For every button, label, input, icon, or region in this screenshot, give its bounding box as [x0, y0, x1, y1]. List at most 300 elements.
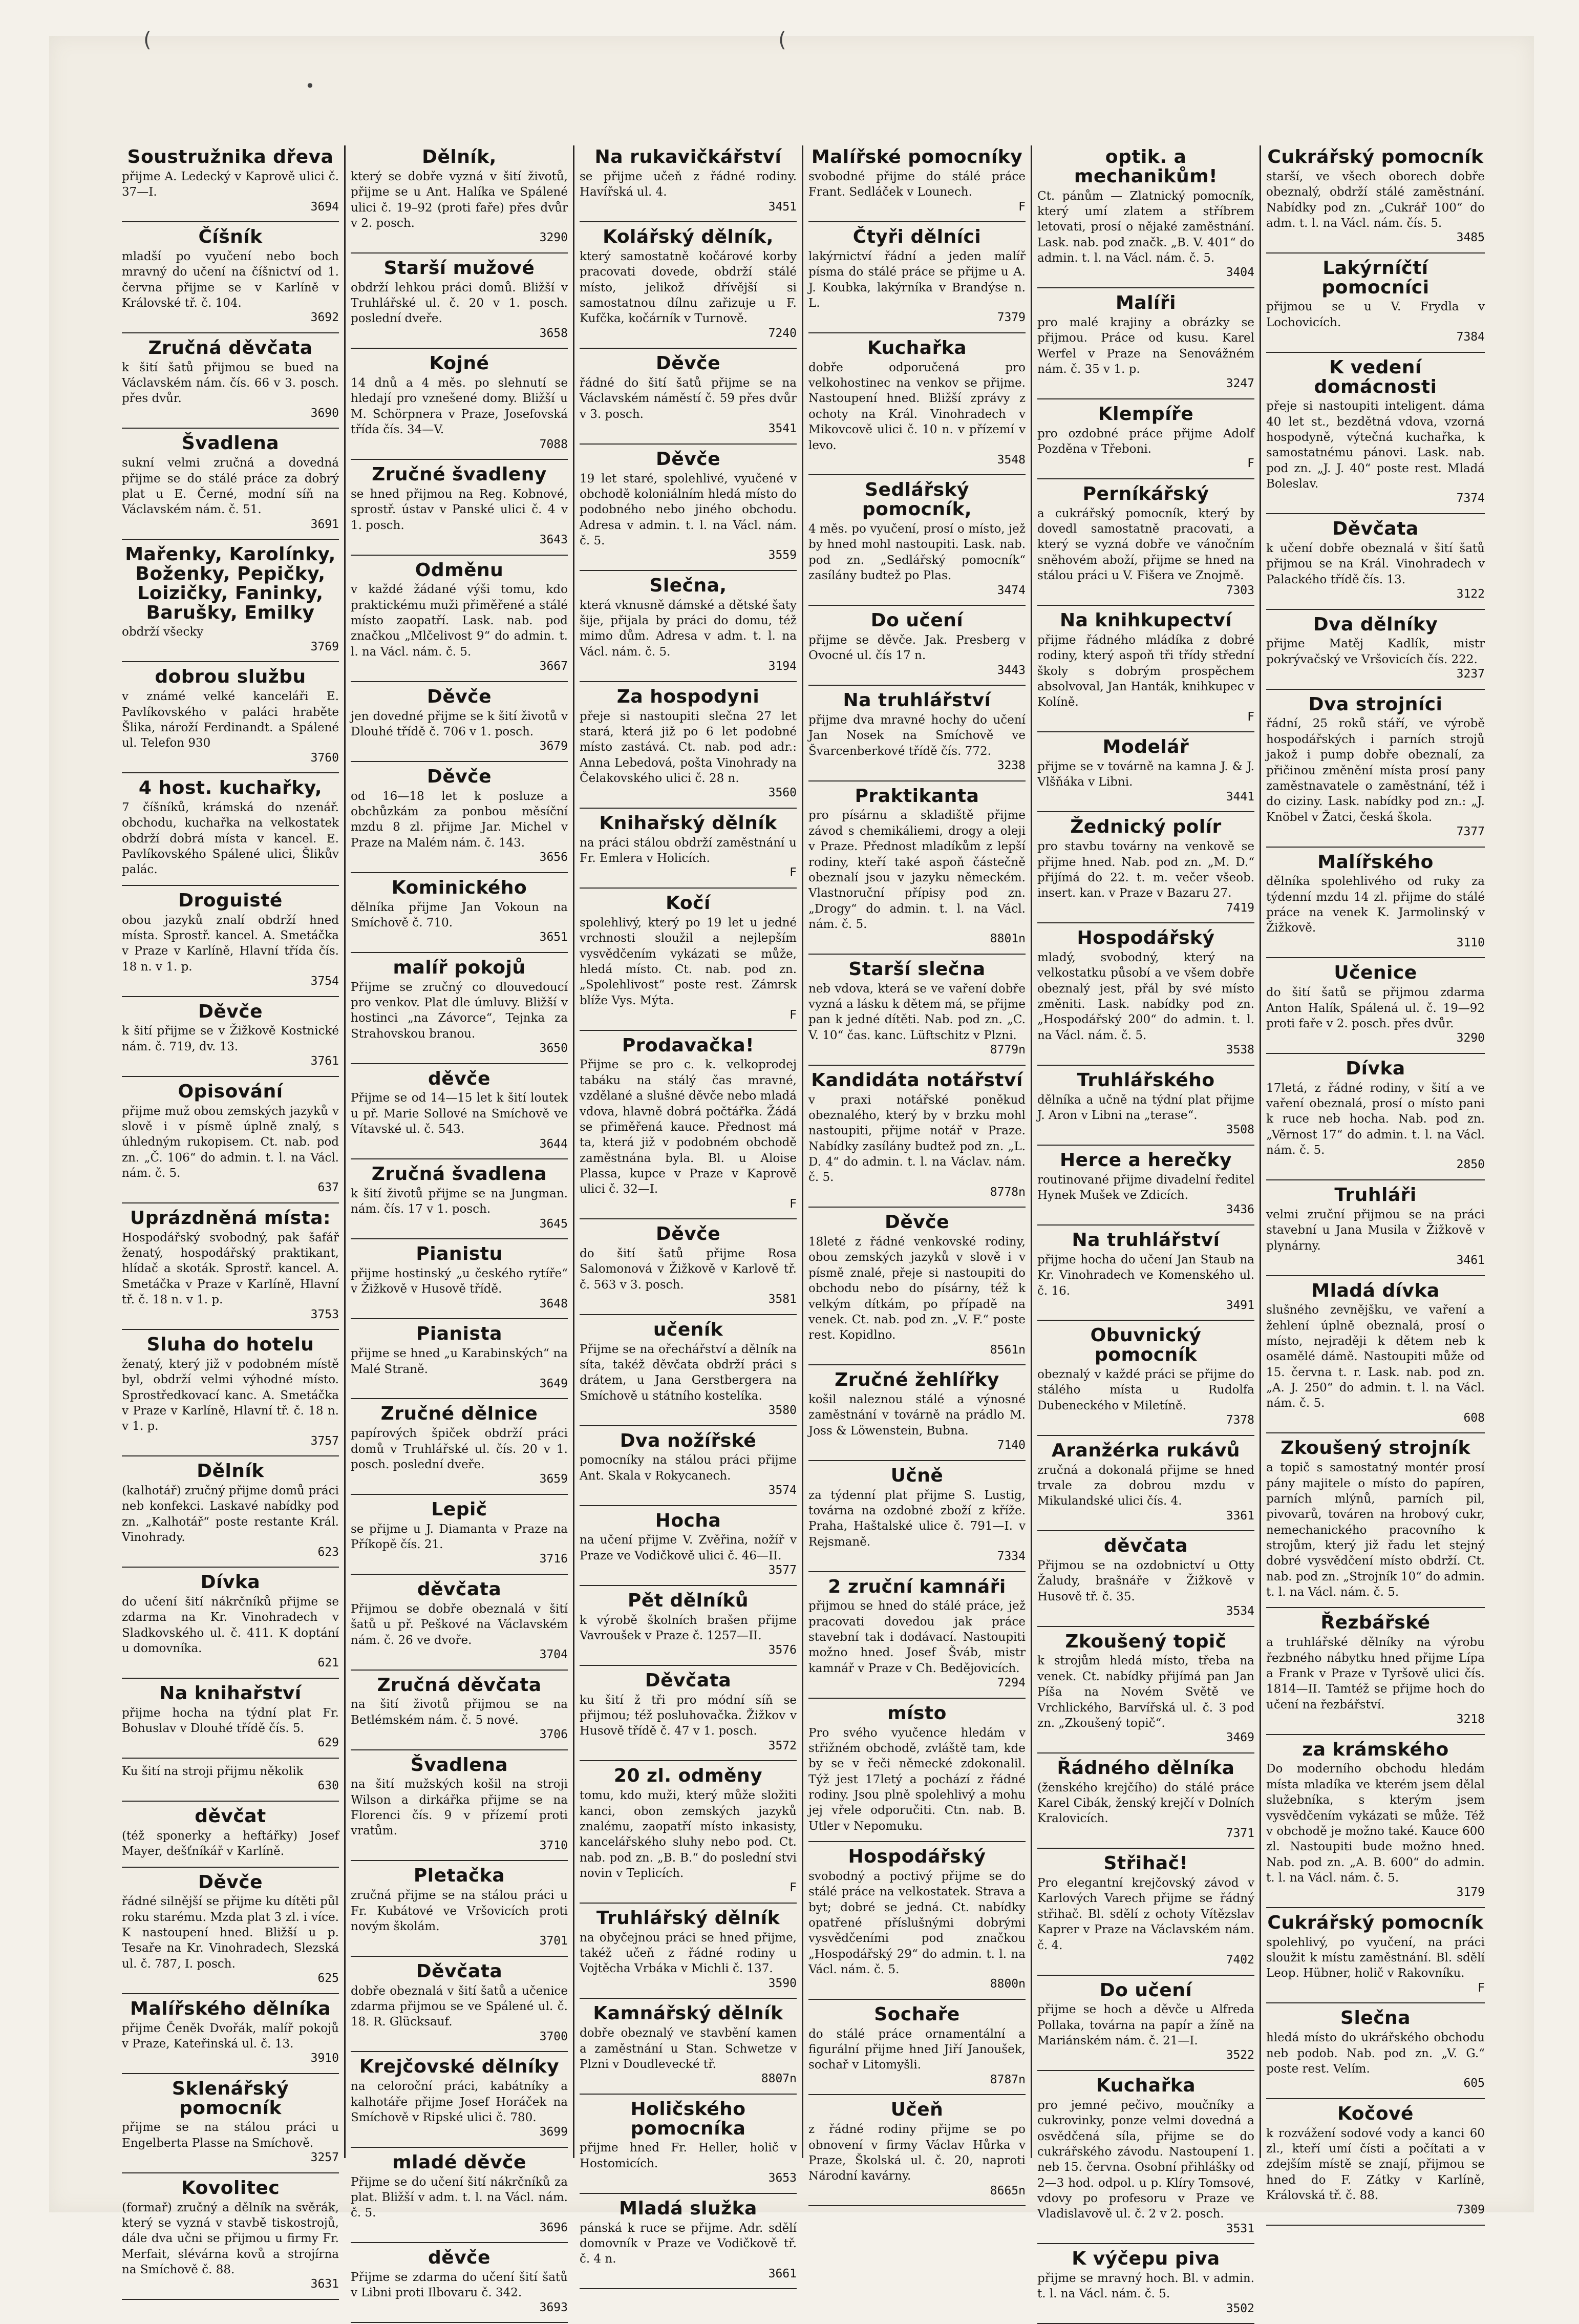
ad-headline: 2 zruční kamnáři [828, 1576, 1006, 1597]
classified-ad [351, 1404, 568, 1486]
ad-body-text: pro ozdobné práce přijme Adolf Pozděna v Třeboni. [1037, 427, 1254, 456]
ad-body-text: tomu, kdo muži, který může složiti kanci, obon zemských jazyků znalému, zaopatří místo inkasisty, kancelářského sluhy nebo pod. Ct. nab. pod zn. „B. B.“ do poslední stvi novin v Teplicích. [580, 1789, 797, 1880]
classified-ad [580, 1909, 797, 1991]
classified-ad [351, 1324, 568, 1391]
classified-ad [1037, 737, 1254, 804]
ad-reference-number: 3436 [1226, 1203, 1254, 1217]
ad-divider [1266, 689, 1485, 690]
ad-body-text: slušného zevnějšku, ve vaření a žehlení úplně obeznalá, prosí o místo, nejraději k dětem neb k osamělé dámě. Nastoupiti může od 15. června t. r. Lask. nab. pod zn. „A. J. 250“ do admin. t. l. na Václ. nám. č. 5. [1266, 1303, 1485, 1410]
ad-divider [580, 2094, 797, 2095]
ad-headline: Truhláři [1334, 1185, 1417, 1206]
ad-reference-number: 3659 [539, 1472, 568, 1486]
ad-headline: Pianistu [416, 1243, 503, 1265]
classified-ad [1037, 1231, 1254, 1313]
ad-reference-number: 8807n [761, 2072, 797, 2086]
ad-body-text: pro jemné pečivo, moučníky a cukrovinky, ponze velmi dovedná a osvědčená síla, přijme se do cukrářského závodu. Nastoupení 1. neb 15. června. Osobní přihlášky od 2—3 hod. odpol. u p. Klíry Tomsové, vdovy po profesoru v Praze ve Vladislavově ul. č. 2 v 2. posch. [1037, 2098, 1254, 2221]
ad-headline: Mladá dívka [1311, 1280, 1440, 1301]
classified-ad [351, 767, 568, 865]
ad-headline: Mladá služka [619, 2198, 757, 2219]
classified-ad [808, 147, 1026, 214]
ad-reference-number: 3706 [539, 1728, 568, 1742]
ad-divider [122, 221, 339, 222]
ad-body-text: obdrží všecky [122, 625, 204, 639]
classified-ad [1037, 1326, 1254, 1427]
ad-divider [1037, 922, 1254, 923]
classified-ad [1037, 817, 1254, 915]
ad-divider [351, 1574, 568, 1575]
ad-body-text: spolehlivý, po vyučení, na práci sloužit k místu zaměstnání. Bl. sdělí Leop. Hübner, holič v Rakovníku. [1266, 1935, 1485, 1980]
ad-body-text: na šití životů přijmou se na Betlémském nám. č. 5 nové. [351, 1698, 568, 1727]
classified-ad [1266, 259, 1485, 345]
classified-ad [122, 1684, 339, 1750]
ad-headline: Na truhlářství [1072, 1230, 1220, 1251]
ad-divider [1266, 513, 1485, 514]
ad-divider [1037, 1626, 1254, 1627]
ad-reference-number: 3700 [539, 2030, 568, 2043]
ad-column [574, 145, 803, 2280]
classified-ad [1037, 928, 1254, 1058]
ad-divider [122, 1076, 339, 1077]
ad-headline: Opisování [178, 1081, 283, 1102]
ad-reference-number: 8801n [990, 932, 1026, 946]
ad-headline: malíř pokojů [393, 957, 526, 978]
classified-ad [1266, 358, 1485, 506]
ad-reference-number: 625 [317, 1972, 339, 1985]
ad-body-text: za týdenní plat přijme S. Lustig, továrna na ozdobné zboží z kříže. Praha, Haštalské ulice č. 791—I. v Rejsmaně. [808, 1488, 1026, 1549]
ad-headline: Zručná švadlena [371, 1164, 547, 1185]
ad-body-text: přijme Matěj Kadlík, mistr pokrývačský ve Vršovicích čís. 222. [1266, 637, 1485, 666]
ad-body-text: přijme Čeněk Dvořák, malíř pokojů v Praze, Kateřinská ul. č. 13. [122, 2021, 339, 2051]
ad-divider [122, 1758, 339, 1759]
ad-headline: Dva dělníky [1313, 614, 1438, 635]
ad-reference-number: 3574 [768, 1484, 797, 1497]
ad-divider [1037, 811, 1254, 812]
ad-reference-number: 3461 [1456, 1253, 1485, 1267]
classified-ad [808, 1847, 1026, 1992]
classified-ad [351, 1962, 568, 2044]
ad-body-text: k výrobě školních brašen přijme Vavroušek v Praze č. 1257—II. [580, 1613, 797, 1642]
ad-headline: Děvče [198, 1001, 263, 1022]
ad-headline: Knihařský dělník [599, 812, 777, 834]
ad-headline: Kandidáta notářství [811, 1069, 1023, 1091]
classified-ad [580, 2199, 797, 2281]
ad-body-text: mladší po vyučení nebo boch mravný do učení na číšnictví od 1. června přijme se v Karlíně v Královské tř. č. 104. [122, 249, 339, 310]
classified-ad [808, 339, 1026, 468]
ad-divider [1266, 1432, 1485, 1433]
ad-headline: Řádného dělníka [1057, 1757, 1235, 1779]
ad-divider [1037, 1435, 1254, 1436]
classified-ad [580, 894, 797, 1023]
ad-body-text: na obyčejnou práci se hned přijme, takéž učeň z řádné rodiny u Vojtěcha Vrbáka v Michli č. 137. [580, 1931, 797, 1976]
ad-headline: 4 host. kuchařky, [138, 777, 323, 799]
classified-ad [351, 2153, 568, 2235]
ad-headline: Děvče [426, 686, 492, 707]
classified-ad [808, 2005, 1026, 2087]
ad-reference-number: 3757 [310, 1434, 339, 1448]
classified-ad [351, 958, 568, 1056]
classified-ad [1266, 1740, 1485, 1900]
classified-ad [580, 1320, 797, 1418]
ad-headline: děvčat [195, 1806, 266, 1827]
classified-ad [1037, 1071, 1254, 1137]
ad-body-text: řádní, 25 roků stáří, ve výrobě hospodářských i parních strojů jakož i pump dobře obeznalí, za přičinou změnění místa prosí pany zaměstnavatele o zaměstnání, též i do ciziny. Lask. nabídky pod zn.: „J. Knöbel v Žatci, česká škola. [1266, 717, 1485, 824]
ad-headline: Děvče [426, 766, 492, 787]
ad-body-text: z řádné rodiny přijme se po obnovení v firmy Václav Hůrka v Praze, Školská ul. č. 20, naproti Národní kavárny. [808, 2123, 1026, 2183]
ad-headline: Lepič [431, 1498, 487, 1520]
ad-body-text: Do moderního obchodu hledám místa mladíka ve kterém jsem dělal služebníka, s kterým jsem vysvědčením vykázati se může. Též v obchodě je možno také. Kauce 600 zl. Nastoupiti bude možno hned. Nab. pod zn. „A. B. 600“ do admin. t. l. na Václ. nám. č. 5. [1266, 1762, 1485, 1885]
ad-headline: Starší slečna [848, 958, 986, 980]
ad-body-text: obeznalý v každé práci se přijme do stálého místa u Rudolfa Dubeneckého v Miletíně. [1037, 1368, 1254, 1412]
ad-divider [122, 2172, 339, 2173]
ad-body-text: Přijme se od 14—15 let k šití loutek u př. Marie Sollové na Smíchově ve Vítavské ul. č. 543. [351, 1091, 568, 1136]
ad-divider [1037, 731, 1254, 732]
ad-headline: Na knihkupectví [1059, 610, 1232, 631]
ad-divider [351, 555, 568, 556]
ad-reference-number: 3693 [539, 2300, 568, 2314]
ad-headline: Děvče [655, 353, 721, 374]
ad-divider [1266, 1053, 1485, 1054]
ad-reference-number: 7377 [1456, 825, 1485, 838]
ad-reference-number: 3648 [539, 1297, 568, 1311]
ad-reference-number: 8561n [990, 1343, 1026, 1357]
ad-headline: Na rukavičkářství [594, 146, 782, 167]
ad-headline: K vedení domácnosti [1314, 356, 1437, 397]
ad-divider [1037, 1752, 1254, 1753]
ad-headline: Starší mužové [383, 257, 535, 279]
ad-divider [351, 2322, 568, 2323]
classified-ad [351, 1866, 568, 1948]
ad-divider [808, 2094, 1026, 2095]
classified-ad [122, 434, 339, 532]
ad-divider [122, 2073, 339, 2074]
ad-headline: Děvče [198, 1871, 263, 1893]
ad-body-text: 19 let staré, spolehlivé, vyučené v obchodě koloniálním hledá místo do podobného nebo jiného obchodu. Adresa v admin. t. l. na Václ. nám. č. 5. [580, 472, 797, 547]
classified-ad [122, 1573, 339, 1671]
ad-reference-number: 3257 [310, 2151, 339, 2165]
classified-ad [351, 259, 568, 341]
ad-divider [1037, 1848, 1254, 1849]
ad-reference-number: 3491 [1226, 1298, 1254, 1312]
ad-body-text: dobře obeznalý ve stavbění kamen a zaměstnání u Stan. Schwetze v Plzni v Doudlevecké tř. [580, 2026, 797, 2071]
ad-divider [351, 1063, 568, 1064]
ad-body-text: velmi zruční přijmou se na práci stavební u Jana Musila v Žižkově v plynárny. [1266, 1208, 1485, 1253]
ad-divider [1037, 2243, 1254, 2244]
ad-reference-number: 3649 [539, 1377, 568, 1390]
ad-reference-number: 3658 [539, 326, 568, 340]
ad-headline: Kočové [1337, 2103, 1414, 2124]
ad-reference-number: 3534 [1226, 1604, 1254, 1618]
ad-reference-number: 3631 [310, 2277, 339, 2291]
ad-body-text: přijme dva mravné hochy do učení Jan Nosek na Smíchově ve Švarcenberkové třídě čís. 772. [808, 713, 1026, 758]
classified-ad [808, 1213, 1026, 1357]
classified-ad [1037, 2249, 1254, 2316]
ad-body-text: pomocníky na stálou práci přijme Ant. Skala v Rokycanech. [580, 1453, 797, 1483]
ad-reference-number: 7419 [1226, 901, 1254, 915]
classified-ad [580, 687, 797, 800]
ad-reference-number: 3110 [1456, 936, 1485, 949]
ad-divider [122, 1455, 339, 1456]
ad-headline: Do učení [870, 610, 964, 631]
classified-ad [1266, 519, 1485, 601]
classified-ad [1266, 695, 1485, 839]
classified-ad [351, 878, 568, 945]
ad-body-text: v známé velké kanceláři E. Pavlíkovského v paláci hraběte Šlika, nároží Ferdinandt. a Spálené ul. Telefon 930 [122, 690, 339, 750]
ad-body-text: Ku šití na stroji přijmu několik [122, 1765, 304, 1779]
classified-ad [1037, 2076, 1254, 2236]
ad-body-text: přijme hostinský „u českého rytíře“ v Žižkově v Husově třídě. [351, 1267, 568, 1296]
ad-body-text: přijmou se u V. Frydla v Lochovicích. [1266, 300, 1485, 329]
ad-reference-number: 3656 [539, 851, 568, 864]
ad-body-text: (ženského krejčího) do stálé práce Karel Cibák, ženský krejčí v Dolních Kralovicích. [1037, 1781, 1254, 1826]
ad-body-text: starší, ve všech oborech dobře obeznalý, obdrží stálé zaměstnání. Nabídky pod zn. „Cukrář 100“ do adm. t. l. na Václ. nám. čís. 5. [1266, 170, 1485, 230]
classified-ad [1266, 1913, 1485, 1995]
ad-reference-number: 3701 [539, 1934, 568, 1948]
ad-body-text: k strojům hledá místo, třeba na venek. Ct. nabídky přijímá pan Jan Píša na Novém Světě ve Vrchlického, Barvířská ul. č. 3 pod zn. „Zkoušený topič“. [1037, 1654, 1254, 1730]
ad-body-text: přijme se hned „u Karabinských“ na Malé Straně. [351, 1347, 568, 1376]
page-edge-mark: ( [778, 28, 786, 52]
ad-headline: Cukrářský pomocník [1267, 146, 1484, 167]
ad-divider [808, 1841, 1026, 1842]
ad-divider [1037, 1224, 1254, 1226]
ad-reference-number: 3237 [1456, 667, 1485, 681]
classified-ad [580, 814, 797, 880]
ad-headline: Zkoušený strojník [1281, 1438, 1470, 1459]
ad-body-text: (kalhotář) zručný přijme domů práci neb konfekci. Laskavé nabídky pod zn. „Kalhotář“ poste restante Král. Vinohrady. [122, 1484, 339, 1545]
ad-headline: Pianista [416, 1323, 502, 1345]
ad-divider [1037, 398, 1254, 399]
ad-headline: Učně [890, 1465, 944, 1486]
ad-headline: Děvče [655, 1223, 721, 1245]
ad-headline: Děvčata [416, 1960, 503, 1982]
ad-body-text: přijme se děvče. Jak. Presberg v Ovocné ul. čís 17 n. [808, 633, 1026, 663]
classified-ad [580, 1591, 797, 1658]
ad-body-text: přijme se hoch a děvče u Alfreda Pollaka, továrna na papír a žíně na Mariánském nám. č. 21—I. [1037, 2003, 1254, 2048]
ad-reference-number: 3531 [1226, 2222, 1254, 2235]
classified-columns [117, 145, 1492, 2315]
ad-divider [808, 1065, 1026, 1066]
ad-body-text: na práci stálou obdrží zaměstnání u Fr. Emlera v Holicích. [580, 836, 797, 865]
ad-body-text: pro písárnu a skladiště přijme závod s chemikáliemi, drogy a oleji v Praze. Přednost mladíkům z lepší rodiny, kteří také aspoň částečně obeznalí jsou v jazyku německém. Vlastnoruční přípisy pod zn. „Drogy“ do admin. t. l. na Václ. nám. č. 5. [808, 809, 1026, 931]
classified-ad [1037, 611, 1254, 724]
ad-reference-number: 7378 [1226, 1413, 1254, 1427]
ad-divider [351, 1398, 568, 1399]
ad-divider [1266, 1734, 1485, 1735]
classified-ad [122, 1999, 339, 2066]
ad-divider [808, 221, 1026, 222]
classified-ad [1266, 853, 1485, 950]
ad-reference-number: 7371 [1226, 1826, 1254, 1840]
ad-divider [1266, 1607, 1485, 1608]
ad-divider [122, 1329, 339, 1330]
ad-divider [122, 1993, 339, 1994]
ad-divider [1266, 1907, 1485, 1908]
ad-headline: Dělník [197, 1461, 264, 1482]
ad-divider [351, 2242, 568, 2243]
ad-body-text: který samostatně kočárové korby pracovati dovede, obdrží stálé místo, jelikož dřívější si samostatnou dílnu zařizuje u F. Kufčka, kočárník v Turnově. [580, 249, 797, 326]
ad-column [1261, 145, 1490, 2217]
ad-body-text: routinované přijme divadelní ředitel Hynek Mušek ve Zdicích. [1037, 1173, 1254, 1202]
ad-reference-number: 2850 [1456, 1158, 1485, 1172]
ad-body-text: dělníka a učně na týdní plat přijme J. Aron v Libni na „terase“. [1037, 1093, 1254, 1122]
ad-body-text: Pro elegantní krejčovský závod v Karlových Varech přijme se řádný střihač. Bl. sdělí z ochoty Vítězslav Kaprer v Praze na Václavském nám. č. 4. [1037, 1876, 1254, 1952]
classified-ad [351, 147, 568, 245]
ad-body-text: Přijme se zručný co dlouvedoucí pro venkov. Plat dle úmluvy. Bližší v hostinci „na Závorce“, Tejnka za Strahovskou branou. [351, 980, 568, 1041]
ad-divider [351, 1860, 568, 1861]
ad-divider [122, 428, 339, 429]
ad-reference-number: 3645 [539, 1217, 568, 1231]
ad-headline: 20 zl. odměny [613, 1765, 763, 1787]
ad-headline: Dívka [200, 1572, 261, 1593]
ad-divider [1037, 1975, 1254, 1976]
ad-reference-number: 3538 [1226, 1043, 1254, 1057]
classified-ad [808, 691, 1026, 773]
ad-body-text: přijme řádného mládíka z dobré rodiny, který aspoň tři třídy střední školy s dobrým prospěchem absolvoval, Jan Hanták, knihkupec v Kolíně. [1037, 633, 1254, 709]
classified-ad [1266, 1439, 1485, 1600]
classified-ad [808, 1577, 1026, 1691]
ad-divider [1266, 847, 1485, 848]
ad-reference-number: 623 [317, 1545, 339, 1559]
ad-body-text: a topič s samostatný montér prosí pány majitele o místo do papíren, parních mlýnů, parních pil, pivovarů, továren na hrobový cukr, nemechanického pracovního k strojům, který již řadu let stejný dobré vysvědčení místo obdrží. Ct. nab. pod zn. „Strojník 10“ do admin. t. l. na Václ. nám. č. 5. [1266, 1461, 1485, 1599]
ad-divider [1037, 287, 1254, 288]
ad-reference-number: 7402 [1226, 1953, 1254, 1967]
ad-reference-number: 3443 [997, 663, 1026, 677]
ad-headline: Hospodářský [848, 1846, 986, 1868]
ad-body-text: do šití šatů se přijmou zdarma Anton Halík, Spálená ul. č. 19—92 proti faře v 2. posch. přes dvůr. [1266, 986, 1485, 1030]
ad-reference-number: 3704 [539, 1647, 568, 1661]
ad-headline: Děvče [655, 448, 721, 470]
ad-headline: Cukrářský pomocník [1267, 1912, 1484, 1933]
ad-body-text: přijme se mravný hoch. Bl. v admin. t. l. na Václ. nám. č. 5. [1037, 2272, 1254, 2301]
ad-headline: Děvčata [1332, 518, 1419, 540]
ad-headline: Kočí [666, 893, 711, 914]
ad-divider [1266, 1275, 1485, 1276]
ad-divider [351, 761, 568, 762]
ad-reference-number: 7309 [1456, 2203, 1485, 2217]
ad-reference-number: 3576 [768, 1643, 797, 1657]
classified-ad [122, 778, 339, 878]
ad-reference-number: 621 [317, 1656, 339, 1670]
ad-headline: Droguisté [178, 890, 283, 911]
ad-reference-number: 3761 [310, 1054, 339, 1068]
ad-reference-number: 3716 [539, 1552, 568, 1566]
ad-divider [580, 348, 797, 349]
ad-divider [1037, 605, 1254, 606]
ad-divider [351, 872, 568, 873]
ad-divider [1037, 1065, 1254, 1066]
ad-divider [351, 1956, 568, 1957]
ad-headline: Slečna, [649, 575, 727, 596]
classified-ad [351, 687, 568, 754]
classified-ad [1266, 1281, 1485, 1426]
ad-reference-number: 3651 [539, 931, 568, 944]
classified-ad [1037, 147, 1254, 280]
ad-headline: Dva nožířské [620, 1430, 757, 1451]
ad-body-text: lakýrnictví řádní a jeden malíř písma do stálé práce se přijme u A. J. Koubka, lakýrníka v Brandýse n. L. [808, 249, 1026, 310]
ad-headline: Střihač! [1103, 1853, 1188, 1874]
classified-ad [808, 1071, 1026, 1200]
ad-reference-number: 3469 [1226, 1731, 1254, 1745]
ad-body-text: dělníka spolehlivého od ruky za týdenní mzdu 14 zl. přijme do stálé práce na venek K. Jarmolinský v Žižkově. [1266, 875, 1485, 935]
ad-column [117, 145, 346, 2291]
ad-divider [808, 474, 1026, 475]
ad-body-text: se hned přijmou na Reg. Kobnové, sprostř. ústav v Panské ulici č. 4 v 1. posch. [351, 487, 568, 532]
ad-divider [808, 1207, 1026, 1208]
classified-ad [1037, 484, 1254, 598]
classified-ad [808, 611, 1026, 678]
ad-reference-number: 8787n [990, 2073, 1026, 2086]
ad-divider [580, 570, 797, 571]
classified-ad [351, 465, 568, 547]
classified-ad [808, 787, 1026, 946]
ad-headline: Sedlářský pomocník, [862, 479, 972, 520]
ad-reference-number: 3361 [1226, 1509, 1254, 1523]
classified-ad [808, 960, 1026, 1058]
classified-ad [122, 339, 339, 420]
ad-divider [351, 1158, 568, 1159]
ad-reference-number: 3679 [539, 740, 568, 753]
ad-column [803, 145, 1032, 2198]
classified-ad [122, 1462, 339, 1559]
ad-body-text: která vknusně dámské a dětské šaty šije, přijala by práci do domu, též mimo dům. Adresa v adm. t. l. na Václ. nám. č. 5. [580, 598, 797, 659]
ad-headline: Sklenářský pomocník [172, 2078, 289, 2119]
ad-divider [580, 1425, 797, 1426]
ad-headline: Herce a herečky [1060, 1149, 1232, 1171]
ad-headline: učeník [653, 1319, 723, 1340]
ad-body-text: který se dobře vyzná v šití životů, přijme se u Ant. Halíka ve Spálené ulici č. 19–92 (proti faře) přes dvůr v 2. posch. [351, 170, 568, 230]
ad-reference-number: 7240 [768, 326, 797, 340]
ad-divider [580, 681, 797, 682]
ad-body-text: se přijme u J. Diamanta v Praze na Příkopě čís. 21. [351, 1522, 568, 1552]
ad-headline: za krámského [1302, 1739, 1449, 1760]
ad-reference-number: F [789, 1881, 797, 1895]
ad-body-text: obdrží lehkou práci domů. Bližší v Truhlářské ul. č. 20 v 1. posch. poslední dveře. [351, 281, 568, 326]
classified-ad [1266, 1186, 1485, 1267]
ad-divider [1037, 2070, 1254, 2071]
classified-ad [122, 1807, 339, 1860]
ad-reference-number: 3760 [310, 751, 339, 765]
ad-reference-number: 7294 [997, 1676, 1026, 1690]
ad-body-text: (též sponerky a heftářky) Josef Mayer, dešťníkář v Karlíně. [122, 1829, 339, 1858]
ad-headline: Slečna [1340, 2008, 1411, 2029]
ad-body-text: mladý, svobodný, který na velkostatku působí a ve všem dobře obeznalý jest, přál by své místo změniti. Lask. nabídky pod zn. „Hospodářský 200“ do admin. t. l. na Václ. nám. č. 5. [1037, 951, 1254, 1042]
ad-body-text: od 16—18 let k posluze a obchůzkám za ponbou měsíční mzdu 8 zl. přijme Jar. Michel v Praze na Malém nám. č. 143. [351, 789, 568, 850]
ad-body-text: 4 měs. po vyučení, prosí o místo, jež by hned mohl nastoupiti. Lask. nab. pod zn. „Sedlářský pomocník“ zasílány budtež po Plas. [808, 522, 1026, 583]
classified-ad [1266, 1613, 1485, 1726]
ad-headline: optik. a mechanikům! [1074, 146, 1218, 187]
ad-divider [580, 808, 797, 809]
ad-divider [122, 1867, 339, 1868]
ad-divider [122, 1678, 339, 1679]
ad-body-text: pánská k ruce se přijme. Adr. sdělí domovník v Praze ve Vodičkově tř. č. 4 n. [580, 2221, 797, 2266]
classified-ad [1266, 2104, 1485, 2217]
ad-divider [580, 1030, 797, 1031]
ad-reference-number: 3122 [1456, 587, 1485, 601]
ad-reference-number: 3644 [539, 1137, 568, 1151]
classified-ad [580, 354, 797, 436]
ad-reference-number: F [789, 866, 797, 880]
ad-divider [580, 1760, 797, 1761]
ad-body-text: zručná a dokonalá přijme se hned trvale za dobrou mzdu v Mikulandské ulici čís. 4. [1037, 1463, 1254, 1508]
ad-headline: Za hospodyni [616, 686, 760, 707]
ad-divider [808, 1571, 1026, 1572]
classified-ad [1037, 1759, 1254, 1841]
ad-reference-number: F [789, 1008, 797, 1022]
ad-headline: dobrou službu [155, 666, 306, 688]
ad-divider [122, 885, 339, 886]
ad-divider [808, 2205, 1026, 2206]
ad-divider [580, 1903, 797, 1904]
ad-reference-number: 3474 [997, 583, 1026, 597]
